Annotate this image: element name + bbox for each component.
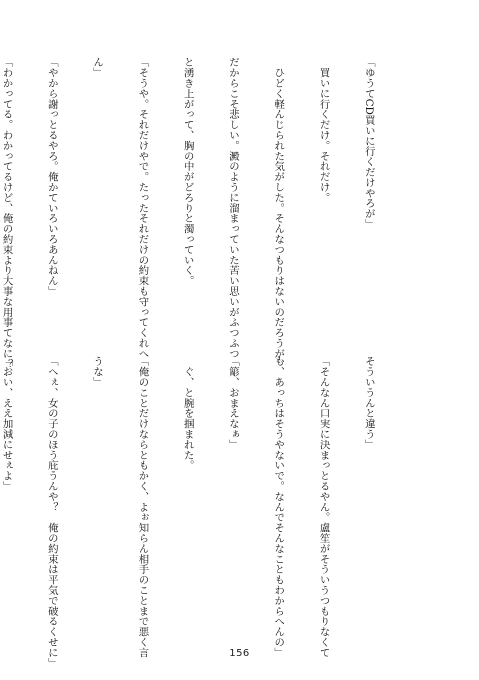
text-column: ぐ、と腕を掴まれた。: [181, 356, 194, 471]
text-column: 「そんなん口実に決まっとるやん。盧笙がそういうつもりなくて: [317, 356, 330, 658]
text-column: 「そうや。それだけやで。たったそれだけの約束も守ってくれへ: [136, 57, 149, 359]
text-column: 「簓、おまえなぁ」: [226, 356, 239, 450]
text-column: 買いに行くだけ。それだけ。: [317, 57, 330, 203]
text-column: 「ゆうてCD買いに行くだけやろが」: [362, 57, 375, 230]
text-column: うな」: [91, 356, 104, 388]
text-column: 「やから謝っとるやろ。俺かていろいろあんねん」: [45, 57, 58, 297]
text-column: 「俺のことだけならともかく、よぉ知らん相手のことまで悪く言: [136, 356, 149, 658]
text-column: 「おい、ええ加減にせぇよ」: [0, 356, 13, 492]
text-column: と湧き上がって、胸の中がどろりと濁っていく。: [181, 57, 194, 286]
text-column: そういうんと違う」: [362, 356, 375, 450]
text-column: 「へぇ、女の子のほう庇うんや？ 俺の約束は平気で破るくせに」: [45, 356, 58, 668]
page-number: 156: [229, 648, 250, 659]
text-column: だからこそ悲しい。澱のように溜まっていた苦い思いがふつふつ: [226, 57, 239, 359]
text-column: 「わかってる。わかってるけど、俺の約束より大事な用事てなに？: [0, 57, 13, 369]
text-column: ん」: [91, 57, 104, 78]
text-block-top: [0, 57, 406, 369]
text-column: ひどく軽んじられた気がした。そんなつもりはないのだろうが、: [272, 57, 285, 369]
text-column: も、あっちはそうやないで。なんでそんなこともわからへんの」: [272, 356, 285, 658]
